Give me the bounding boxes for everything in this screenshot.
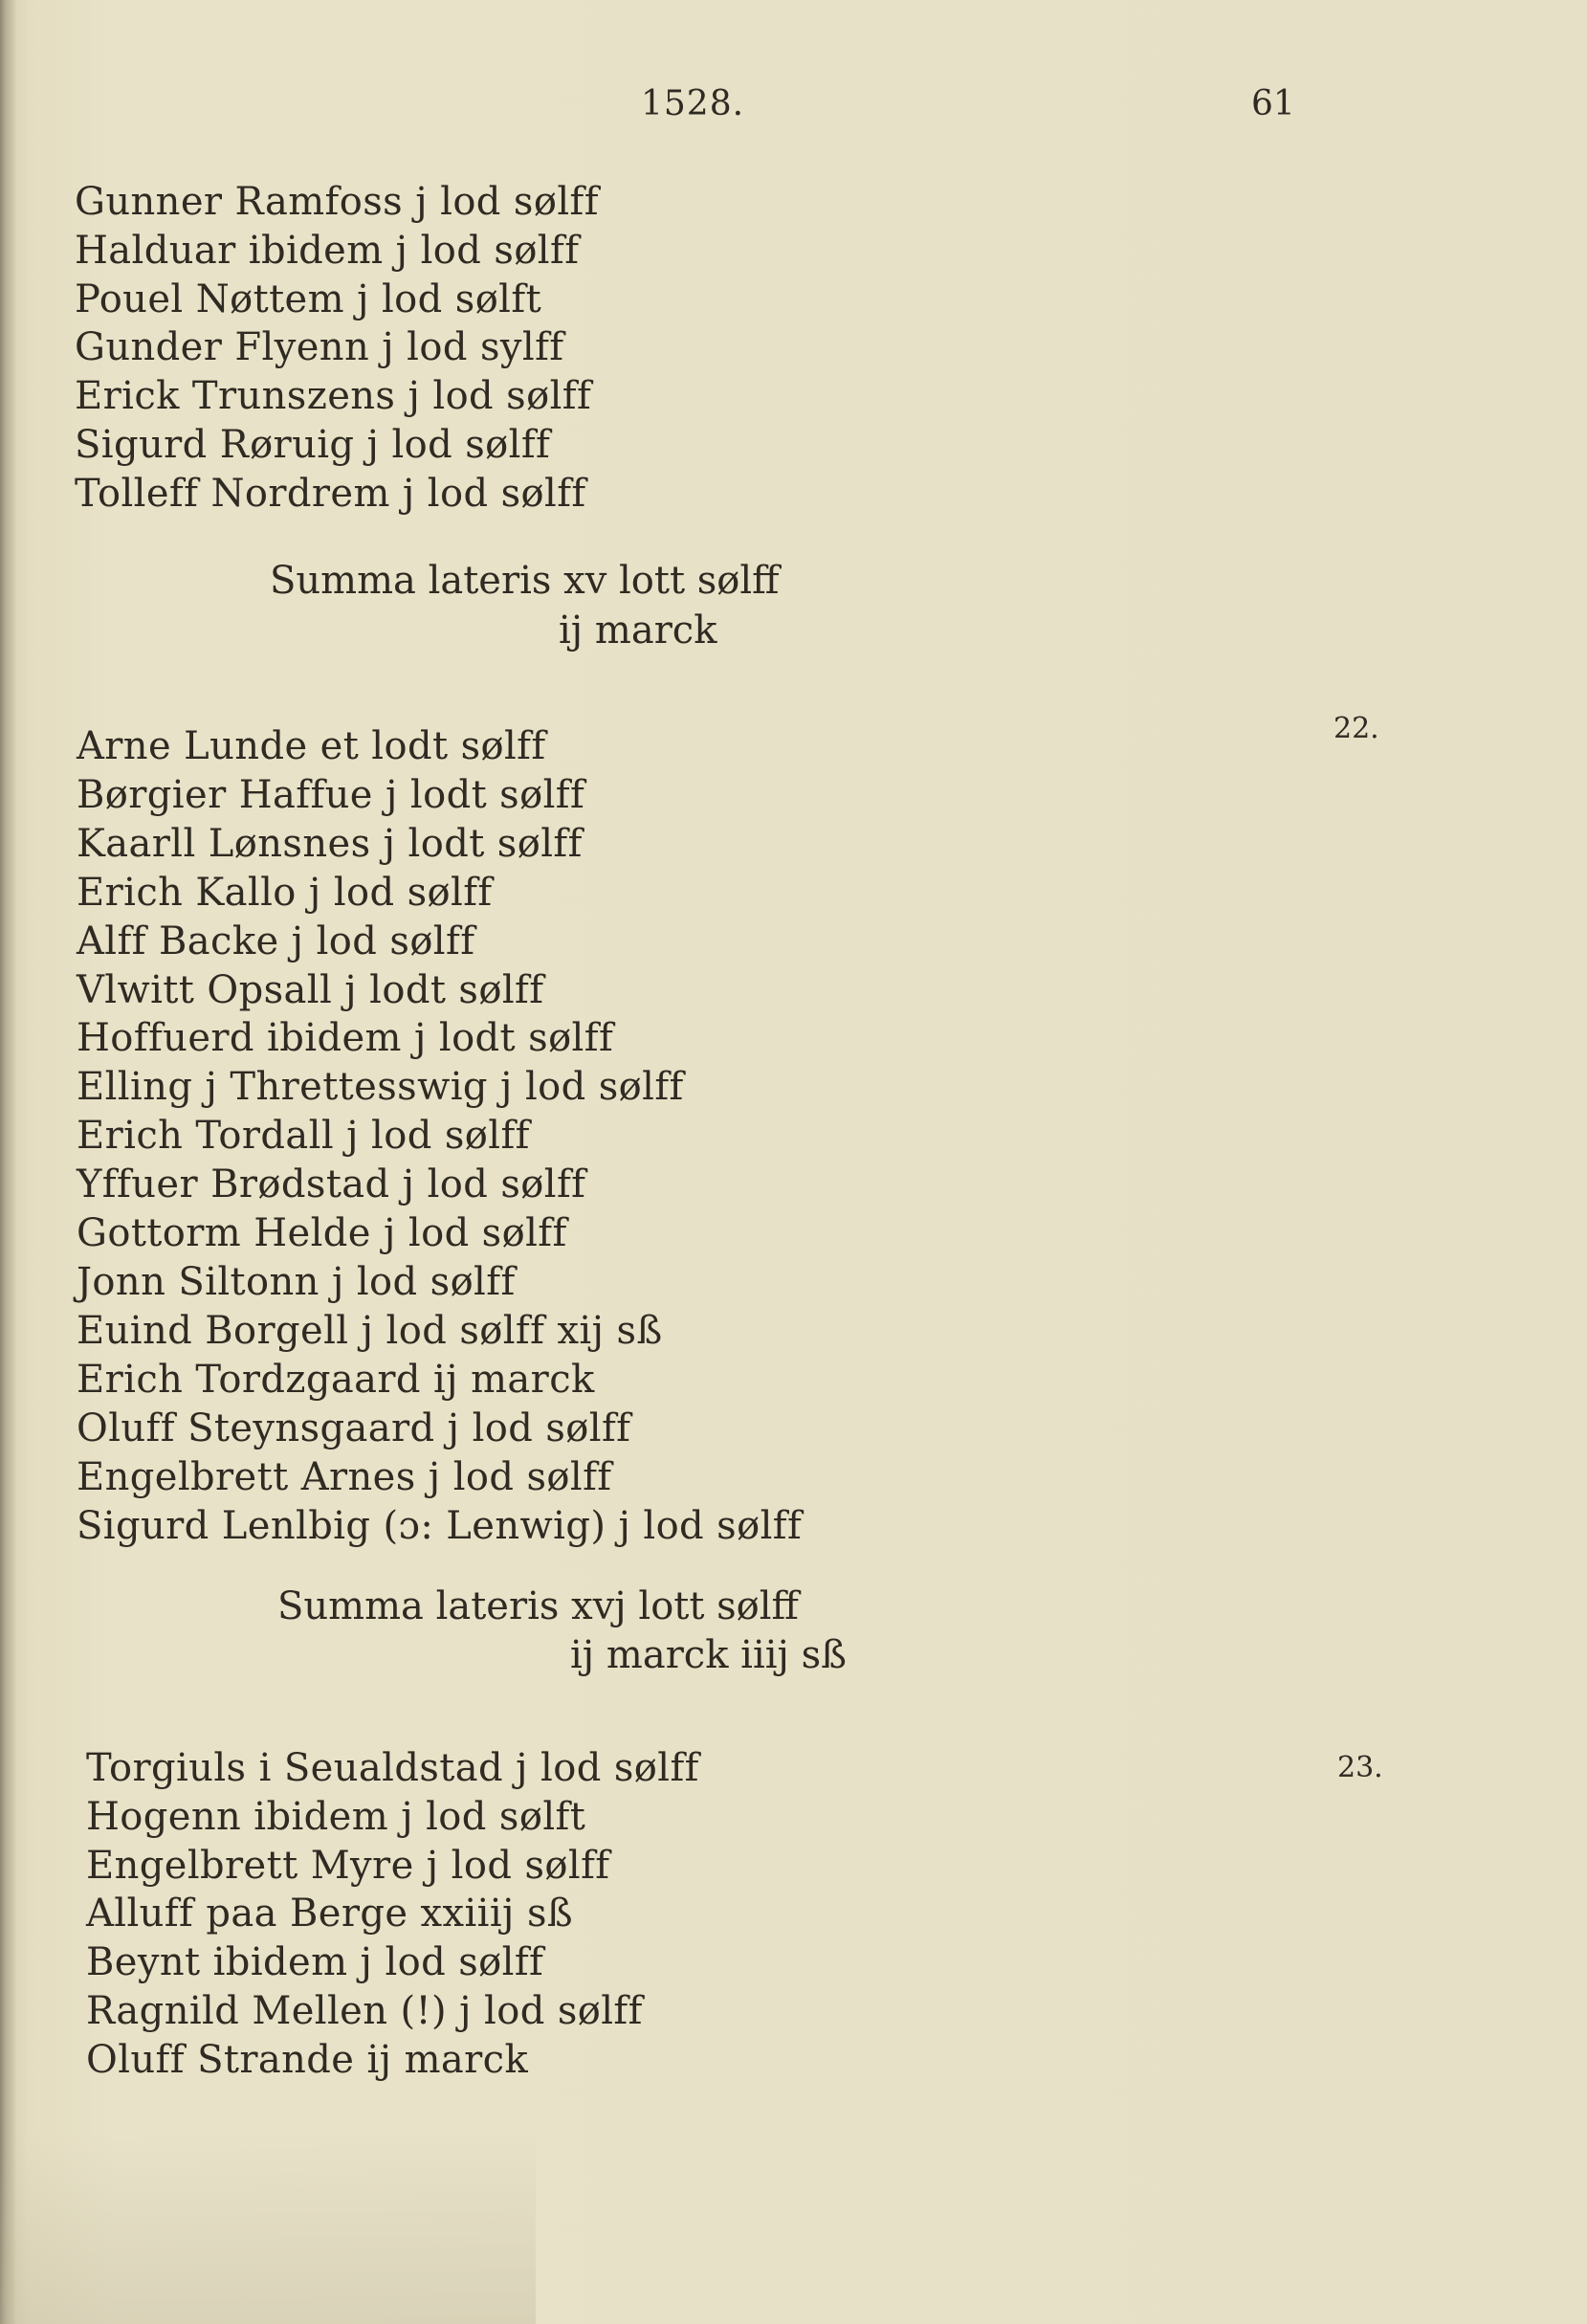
summa-line-group-2: Summa lateris xvj lott sølff <box>277 1584 799 1628</box>
list-item: Sigurd Lenlbig (ɔ: Lenwig) j lod sølff <box>77 1503 803 1548</box>
list-item: Erick Trunszens j lod sølff <box>75 374 592 419</box>
list-item: Børgier Haffue j lodt sølff <box>77 772 585 817</box>
list-item: Erich Kallo j lod sølff <box>77 870 493 915</box>
list-item: Tolleff Nordrem j lod sølff <box>75 471 586 516</box>
list-item: Oluff Strande ij marck <box>86 2037 529 2082</box>
list-item: Beynt ibidem j lod sølff <box>86 1940 544 1985</box>
entry-list-group-3 <box>86 1744 699 2085</box>
list-item: Gottorm Helde j lod sølff <box>77 1211 567 1256</box>
list-item: Alluff paa Berge xxiiij sß <box>86 1892 574 1937</box>
list-item: Engelbrett Arnes j lod sølff <box>77 1454 612 1499</box>
list-item: Halduar ibidem j lod sølff <box>75 228 580 273</box>
list-item: Sigurd Røruig j lod sølff <box>75 422 551 467</box>
list-item: Torgiuls i Seualdstad j lod sølff <box>86 1746 699 1790</box>
page-number: 61 <box>1251 84 1295 123</box>
list-item: Pouel Nøttem j lod sølft <box>75 277 542 321</box>
margin-number-22: 22. <box>1334 712 1379 745</box>
list-item: Euind Borgell j lod sølff xij sß <box>77 1308 663 1353</box>
list-item: Arne Lunde et lodt sølff <box>77 724 546 768</box>
list-item: Jonn Siltonn j lod sølff <box>77 1259 516 1304</box>
list-item: Alff Backe j lod sølff <box>77 919 475 963</box>
running-header-year: 1528. <box>641 84 745 123</box>
list-item: Gunder Flyenn j lod sylff <box>75 325 564 370</box>
margin-number-23: 23. <box>1337 1751 1383 1784</box>
list-item: Hogenn ibidem j lod sølft <box>86 1794 586 1839</box>
page-spine-shadow <box>0 0 15 2324</box>
summa-line-group-1: Summa lateris xv lott sølff <box>270 559 780 603</box>
list-item: Kaarll Lønsnes j lodt sølff <box>77 821 583 866</box>
list-item: Erich Tordall j lod sølff <box>77 1114 530 1159</box>
list-item: Ragnild Mellen (!) j lod sølff <box>86 1988 643 2033</box>
list-item: Vlwitt Opsall j lodt sølff <box>77 967 544 1012</box>
summa-amount-group-2: ij marck iiij sß <box>570 1633 847 1677</box>
page-stain <box>0 2134 536 2324</box>
list-item: Engelbrett Myre j lod sølff <box>86 1843 610 1888</box>
list-item: Hoffuerd ibidem j lodt sølff <box>77 1016 614 1061</box>
list-item: Erich Tordzgaard ij marck <box>77 1357 595 1402</box>
list-item: Oluff Steynsgaard j lod sølff <box>77 1405 631 1450</box>
list-item: Yffuer Brødstad j lod sølff <box>77 1162 586 1207</box>
list-item: Gunner Ramfoss j lod sølff <box>75 180 599 224</box>
entry-list-group-1 <box>75 178 599 519</box>
summa-amount-group-1: ij marck <box>559 609 717 653</box>
list-item: Elling j Threttesswig j lod sølff <box>77 1065 684 1110</box>
entry-list-group-2 <box>77 722 802 1550</box>
